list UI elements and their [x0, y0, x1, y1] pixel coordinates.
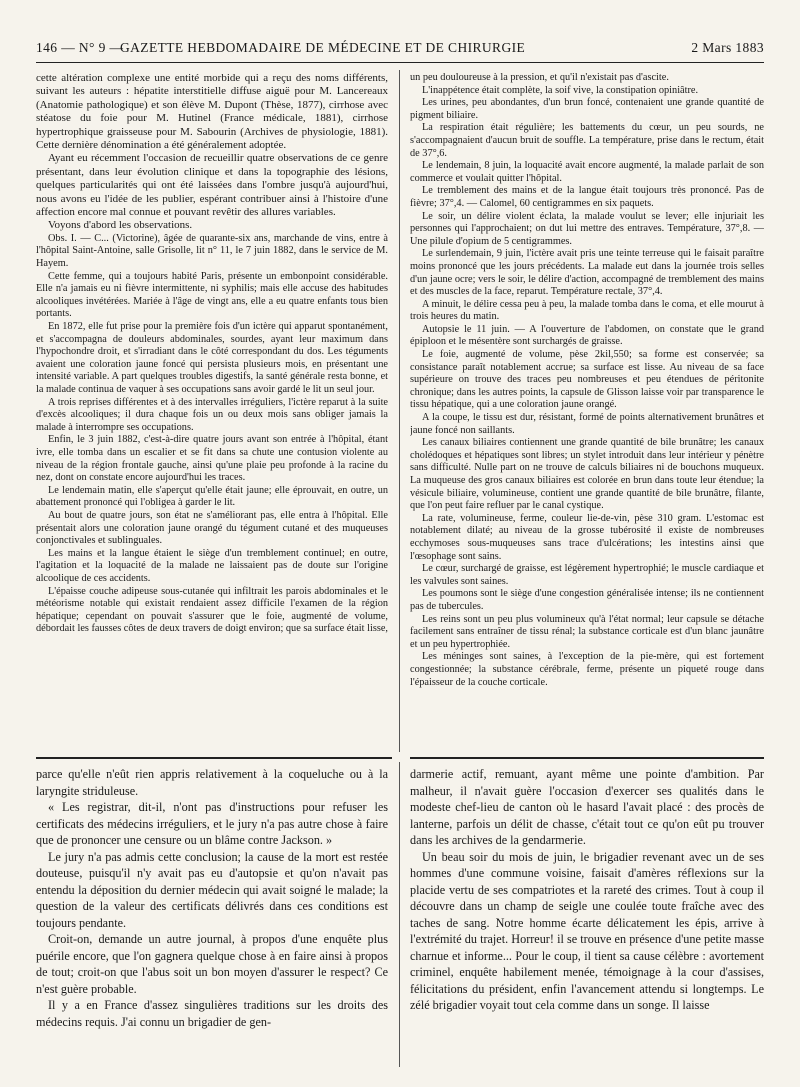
- article-column-left: [36, 72, 388, 750]
- paragraph: Au bout de quatre jours, son état ne s'améliorant pas, elle entra à l'hôpital. Elle présentait alors une coloration jaune orangé du tégument cutané et des muqueuses conjonctivales et sublinguales.: [36, 509, 388, 547]
- paragraph: parce qu'elle n'eût rien appris relativement à la coqueluche ou à la laryngite striduleuse.: [36, 767, 388, 798]
- paragraph: Les canaux biliaires contiennent une grande quantité de bile brunâtre; les canaux cholédoques et hépatiques sont libres; un stylet introduit dans leur intérieur y pénètre sans difficulté. Nulle part on ne trouve de calculs biliaires ni de bouchons muqueux. La muqueuse des gros canaux biliaires est colorée en brun dans toute leur étendue; la vésicule biliaire, volumineuse, contient une grande quantité de bile brunâtre, filante, que l'on peut faire refluer par le canal cystique.: [410, 437, 764, 512]
- paragraph: Le surlendemain, 9 juin, l'ictère avait pris une teinte terreuse qui le faisait paraître moins prononcé que les jours précédents. La malade eut dans la journée trois selles d'un jaune ocre; vers le soir, le délire d'action, accompagné de tremblement des mains et des muscles de la face, reparut. Température rectale, 37°,4.: [410, 248, 764, 298]
- paragraph: L'épaisse couche adipeuse sous-cutanée qui infiltrait les parois abdominales et le météorisme notable qui existait rendaient assez difficile l'examen de la région hépatique; cependant on pouvait s'assurer que le foie, augmenté de volume, débordait les fausses côtes de deux travers de doigt environ; que sa surface était lisse,: [36, 585, 388, 635]
- paragraph: La rate, volumineuse, ferme, couleur lie-de-vin, pèse 310 gram. L'estomac est notablement dilaté; au niveau de la grosse tubérosité il existe de nombreuses ecchymoses sous-muqueuses sans trace d'ulcérations; les intestins ainsi que l'œsophage sont sains.: [410, 512, 764, 562]
- paragraph: Les méninges sont saines, à l'exception de la pie-mère, qui est fortement congestionnée; la substance cérébrale, ferme, présente un piqueté rouge dans l'épaisseur de la couche corticale.: [410, 651, 764, 688]
- paragraph: Les poumons sont le siège d'une congestion généralisée intense; ils ne contiennent pas de tubercules.: [410, 588, 764, 612]
- article-column-right: [410, 72, 764, 750]
- header-rule: [36, 62, 764, 63]
- column-separator: [399, 762, 400, 1067]
- section-rule: [410, 757, 764, 759]
- paragraph: darmerie actif, remuant, ayant même une pointe d'ambition. Par malheur, il n'avait guère l'occasion d'exercer ses qualités dans le modeste chef-lieu de canton où le hasard l'avait placé : des procès de lanterne, parfois un délit de chasse, c'était tout ce qu'on eût pu trouver dans les archives de la gendarmerie.: [410, 767, 764, 847]
- section-rule: [36, 757, 392, 759]
- observation-heading: Obs. I. — C... (Victorine), âgée de quarante-six ans, marchande de vins, entre à l'hôpital Saint-Antoine, salle Grisolle, lit n° 11, le 7 juin 1882, dans le service de M. Hayem.: [36, 232, 388, 270]
- paragraph: A la coupe, le tissu est dur, résistant, formé de points alternativement brunâtres et jaune foncé non saillants.: [410, 412, 764, 436]
- journal-title: GAZETTE HEBDOMADAIRE DE MÉDECINE ET DE CHIRURGIE: [120, 40, 526, 55]
- feuilleton-column-left: [36, 766, 388, 1066]
- paragraph: Voyons d'abord les observations.: [48, 219, 193, 232]
- paragraph: L'inappétence était complète, la soif vive, la constipation opiniâtre.: [422, 84, 699, 96]
- feuilleton-column-right: [410, 766, 764, 1066]
- paragraph: Les reins sont un peu plus volumineux qu'à l'état normal; leur capsule se détache facilement sans entraîner de tissu rénal; la substance corticale est d'un blanc jaunâtre et un peu hypertrophiée.: [410, 613, 764, 650]
- paragraph: Cette femme, qui a toujours habité Paris, présente un embonpoint considérable. Elle n'a jamais eu ni fièvre intermittente, ni syphilis; mais elle accuse des habitudes alcooliques invétérées. Mariée à l'âge de vingt ans, elle a eu quatre enfants tous bien portants.: [36, 270, 388, 320]
- column-separator: [399, 70, 400, 752]
- paragraph: Un beau soir du mois de juin, le brigadier revenant avec un de ses hommes d'une commune voisine, faisait d'amères réflexions sur la placide vertu de ses compatriotes et la rareté des crimes. Tout à coup il découvre dans un champ de seigle une coulée toute fraîche avec des taches de sang. Notre homme écarte délicatement les épis, arrive à l'extrémité du trajet. Horreur! il se trouve en présence d'une petite masse charnue et informe... Pour le coup, il tient sa cause célèbre : avortement criminel, enquête habilement menée, témoignage à la cour d'assises, félicitations du président, enfin l'avancement attendu si longtemps. Le zélé brigadier voyait tout cela comme dans un songe. Il laisse: [410, 849, 764, 1012]
- paragraph: Ayant eu récemment l'occasion de recueillir quatre observations de ce genre présentant, dans leur évolution clinique et dans la topographie des lésions, quelques particularités qui ont été laissées dans l'ombre jusqu'à aujourd'hui, nous avons eu l'idée de les publier, espérant contribuer ainsi à l'histoire d'une affection encore mal connue et pouvant revêtir des allures variables.: [36, 152, 388, 219]
- paragraph: un peu douloureuse à la pression, et qu'il n'existait pas d'ascite.: [410, 72, 669, 83]
- paragraph: A trois reprises différentes et à des intervalles irréguliers, l'ictère reparut à la suite d'excès alcooliques; il dura chaque fois un ou deux mois sans obliger jamais la malade à interrompre ses occupations.: [36, 396, 388, 433]
- paragraph: Le lendemain, 8 juin, la loquacité avait encore augmenté, la malade parlait de son commerce et voulait quitter l'hôpital.: [410, 160, 764, 184]
- paragraph: « Les registrar, dit-il, n'ont pas d'instructions pour refuser les certificats des médecins irréguliers, et le jury n'a pas autre chose à faire que de prononcer une censure ou un blâme contre Jackson. »: [36, 800, 388, 847]
- paragraph: Le jury n'a pas admis cette conclusion; la cause de la mort est restée douteuse, puisqu'il n'y avait pas eu d'autopsie et qu'on n'avait pas entendu la déposition du dernier médecin qui avait soigné le malade; la question de la valeur des certificats délivrés dans ces conditions est toujours pendante.: [36, 849, 388, 930]
- paragraph: Le foie, augmenté de volume, pèse 2kil,550; sa forme est conservée; sa consistance paraît notablement accrue; sa surface est lisse. Au niveau de sa face supérieure on trouve des traces peu nombreuses et peu étendues de péritonite chronique; dans les autres points, la capsule de Glisson laisse voir par transparence le tissu hépatique, qui a une coloration jaune orangé.: [410, 349, 764, 411]
- paragraph: Les mains et la langue étaient le siège d'un tremblement continuel; en outre, l'agitation et la loquacité de la malade ne laissaient pas de doute sur l'origine alcoolique de ces accidents.: [36, 547, 388, 584]
- paragraph: Le lendemain matin, elle s'aperçut qu'elle était jaune; elle éprouvait, en outre, un abattement prononcé qui l'obligea à garder le lit.: [36, 484, 388, 509]
- paragraph: En 1872, elle fut prise pour la première fois d'un ictère qui apparut spontanément, et s'accompagna de douleurs abdominales, sourdes, ayant leur maximum dans l'hypochondre droit, et s'irradiant dans le côté correspondant du dos. Les téguments avaient une coloration jaune foncé qui persista plusieurs mois, en présentant une intensité variable. A part quelques troubles digestifs, la santé générale resta bonne, et la malade continua de vaquer à ses occupations sans avoir gardé le lit un seul jour.: [36, 321, 388, 395]
- page-header: [36, 40, 764, 60]
- issue-date: 2 Mars 1883: [691, 40, 764, 55]
- paragraph: Croit-on, demande un autre journal, à propos d'une enquête plus puérile encore, que l'on gagnera quelque chose à en faire ainsi à propos de tout; croit-on que l'abus soit un bon moyen d'assurer le respect? Ce n'est guère probable.: [36, 932, 388, 996]
- paragraph: Enfin, le 3 juin 1882, c'est-à-dire quatre jours avant son entrée à l'hôpital, étant ivre, elle tomba dans un escalier et se fit dans sa chute une contusion violente au niveau de la région frontale gauche, ainsi qu'une plaie peu profonde à la racine du nez, dont on constate encore aujourd'hui les traces.: [36, 434, 388, 484]
- paragraph: Le soir, un délire violent éclata, la malade voulut se lever; elle injuriait les personnes qui l'approchaient; on dut lui mettre des entraves. Température, 37°,8. — Une pilule d'opium de 5 centigrammes.: [410, 210, 764, 247]
- paragraph: Autopsie le 11 juin. — A l'ouverture de l'abdomen, on constate que le grand épiploon et le mésentère sont surchargés de graisse.: [410, 323, 764, 348]
- paragraph: La respiration était régulière; les battements du cœur, un peu sourds, ne s'accompagnaient d'aucun bruit de souffle. La température, prise dans le rectum, était de 37°,6.: [410, 122, 764, 159]
- paragraph: A minuit, le délire cessa peu à peu, la malade tomba dans le coma, et elle mourut à trois heures du matin.: [410, 298, 764, 323]
- paragraph: Les urines, peu abondantes, d'un brun foncé, contenaient une grande quantité de pigment biliaire.: [410, 97, 764, 121]
- paragraph: Il y a en France d'assez singulières traditions sur les droits des médecins requis. J'ai connu un brigadier de gen-: [36, 998, 388, 1029]
- page-number: 146 — N° 9 —: [36, 40, 124, 55]
- paragraph: Le tremblement des mains et de la langue était toujours très prononcé. Pas de fièvre; 37°,4. — Calomel, 60 centigrammes en six paquets.: [410, 185, 764, 209]
- paragraph: cette altération complexe une entité morbide qui a reçu des noms différents, suivant les auteurs : hépatite interstitielle diffuse aiguë pour M. Lancereaux (Anatomie pathologique) et son élève M. Dupont (Thèse, 1877), cirrhose avec stéatose du foie pour M. Hutinel (France médicale, 1881), cirrhose hypertrophique graisseuse pour M. Sabourin (Archives de physiologie, 1881). Cette dernière dénomination a été généralement adoptée.: [36, 72, 388, 152]
- paragraph: Le cœur, surchargé de graisse, est légèrement hypertrophié; le muscle cardiaque et les valvules sont saines.: [410, 563, 764, 587]
